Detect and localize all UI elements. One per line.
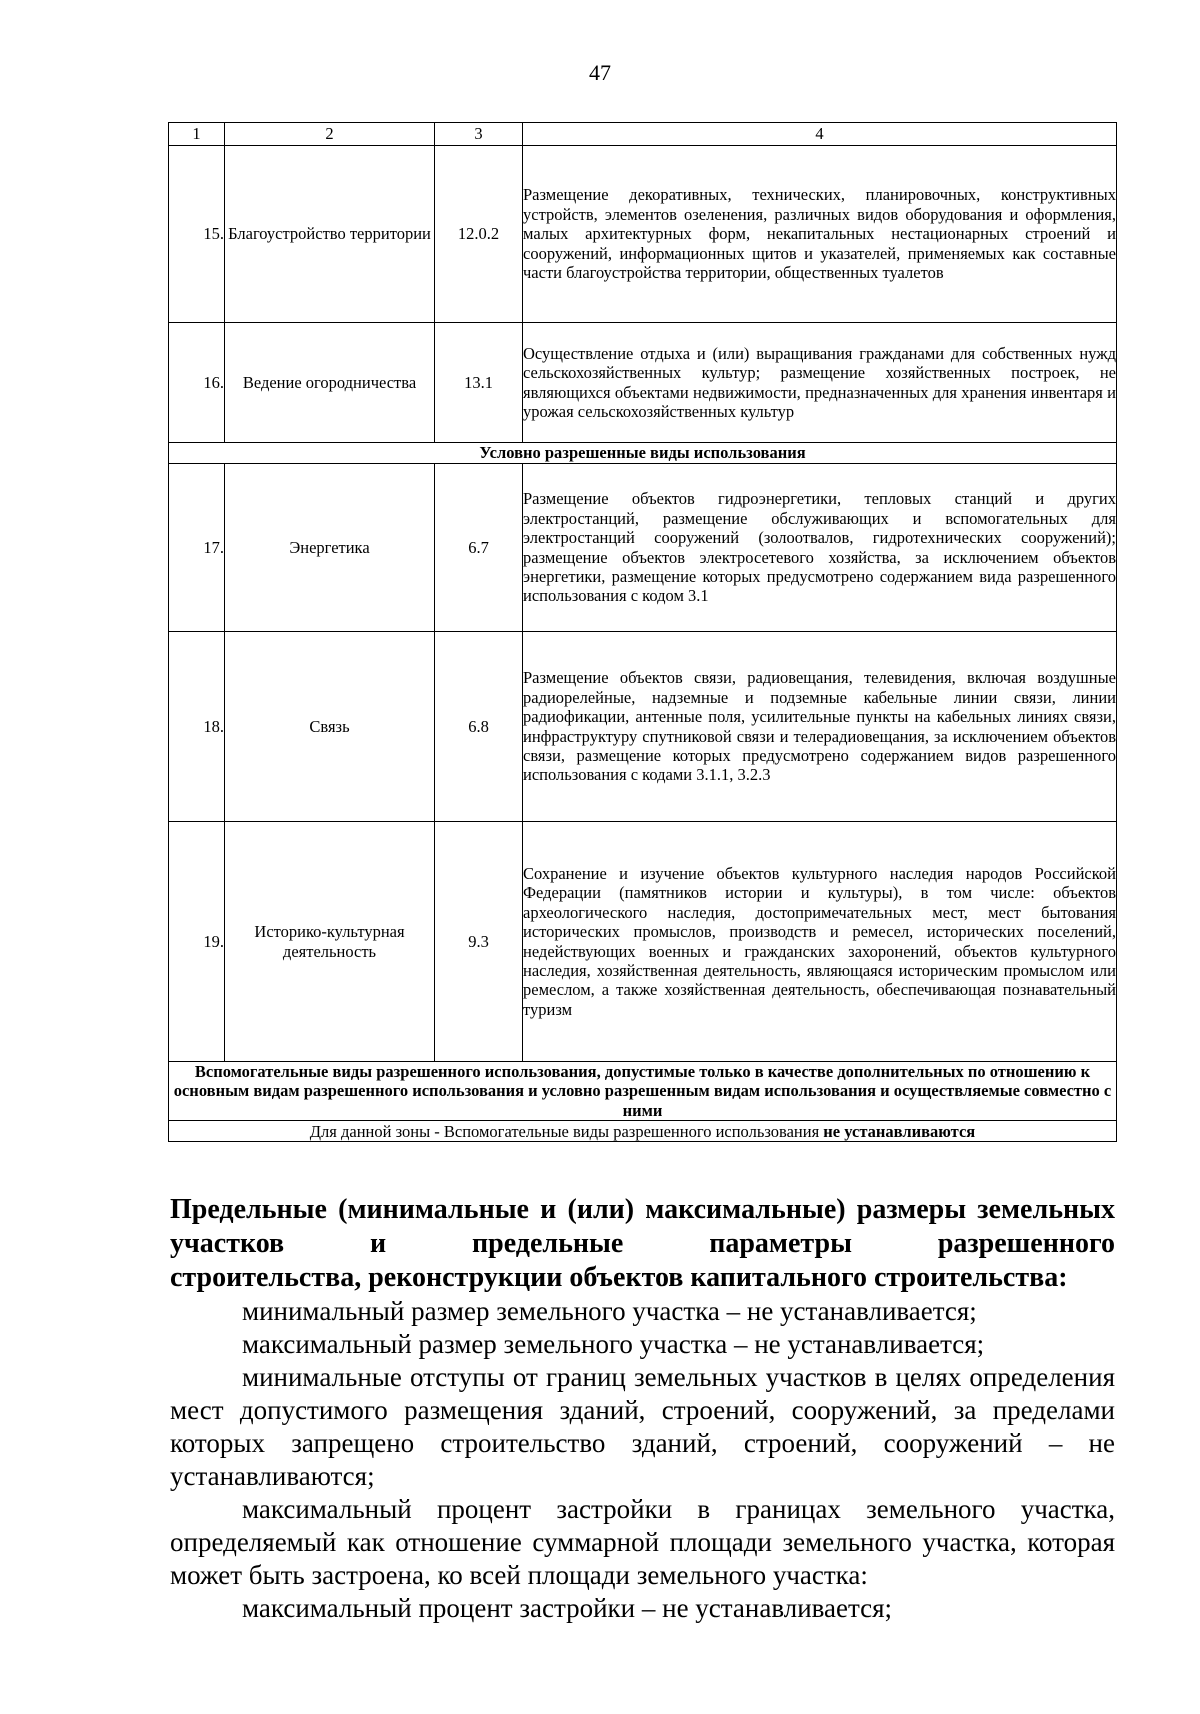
paragraph: максимальный процент застройки в границах земельного участка, определяемый как отношение суммарной площади земельного участка, которая может быть застроена, ко всей площади земельного участка: bbox=[170, 1494, 1115, 1590]
section-heading bbox=[170, 1193, 1115, 1295]
use-type-code: 6.7 bbox=[435, 464, 523, 632]
row-number: 19. bbox=[169, 822, 225, 1062]
row-number: 16. bbox=[169, 323, 225, 443]
use-type-name: Связь bbox=[225, 632, 435, 822]
column-header: 3 bbox=[435, 123, 523, 146]
use-type-description: Осуществление отдыха и (или) выращивания гражданами для собственных нужд сельскохозяйственных культур; размещение хозяйственных построек, не являющихся объектами недвижимости, предназначенных для хранения инвентаря и урожая сельскохозяйственных культур bbox=[523, 323, 1117, 443]
use-type-description: Размещение декоративных, технических, планировочных, конструктивных устройств, элементов озеленения, различных видов оборудования и оформления, малых архитектурных форм, некапитальных нестационарных строений и сооружений, информационных щитов и указателей, применяемых как составные части благоустройства территории, общественных туалетов bbox=[523, 146, 1117, 323]
use-type-name: Благоустройство территории bbox=[225, 146, 435, 323]
aux-note-text: Для данной зоны - Вспомогательные виды разрешенного использования bbox=[309, 1121, 824, 1141]
column-header: 1 bbox=[169, 123, 225, 146]
use-type-code: 9.3 bbox=[435, 822, 523, 1062]
use-type-code: 6.8 bbox=[435, 632, 523, 822]
use-type-name: Историко-культурная деятельность bbox=[225, 822, 435, 1062]
table-row bbox=[169, 632, 1117, 822]
use-type-description: Размещение объектов гидроэнергетики, тепловых станций и других электростанций, размещение обслуживающих и вспомогательных для электростанций сооружений (золоотвалов, гидротехнических сооружений); размещение объектов электросетевого хозяйства, за исключением объектов энергетики, размещение которых предусмотрено содержанием вида разрешенного использования с кодом 3.1 bbox=[523, 464, 1117, 632]
use-type-description: Сохранение и изучение объектов культурного наследия народов Российской Федерации (памятников истории и культуры), в том числе: объектов археологического наследия, достопримечательных мест, мест бытования исторических промыслов, производств и ремесел, исторических поселений, недействующих военных и гражданских захоронений, объектов культурного наследия, хозяйственная деятельность, являющаяся историческим промыслом или ремеслом, а также хозяйственная деятельность, обеспечивающая познавательный туризм bbox=[523, 822, 1117, 1062]
row-number: 18. bbox=[169, 632, 225, 822]
paragraph: минимальный размер земельного участка – не устанавливается; bbox=[242, 1296, 977, 1326]
row-number: 17. bbox=[169, 464, 225, 632]
table-row bbox=[169, 464, 1117, 632]
paragraph: максимальный процент застройки – не устанавливается; bbox=[242, 1593, 893, 1623]
aux-section-title: Вспомогательные виды разрешенного использования, допустимые только в качестве дополнительных по отношению к основным видам разрешенного использования и условно разрешенным видам использования и осуществляемые совместно с ними bbox=[169, 1062, 1117, 1121]
paragraph: максимальный размер земельного участка – не устанавливается; bbox=[242, 1329, 985, 1359]
page-number: 47 bbox=[589, 60, 611, 85]
table-header-row bbox=[169, 123, 1117, 146]
table-row bbox=[169, 323, 1117, 443]
aux-note bbox=[169, 1121, 1117, 1142]
column-header: 4 bbox=[523, 123, 1117, 146]
heading-line: Предельные (минимальные и (или) максимальные) размеры земельных участков и предельные параметры разрешенного bbox=[170, 1194, 1115, 1259]
use-type-code: 12.0.2 bbox=[435, 146, 523, 323]
land-use-table bbox=[168, 122, 1117, 1142]
use-type-code: 13.1 bbox=[435, 323, 523, 443]
aux-section-row bbox=[169, 1062, 1117, 1121]
table-row bbox=[169, 822, 1117, 1062]
aux-note-row bbox=[169, 1121, 1117, 1142]
table-row bbox=[169, 146, 1117, 323]
column-header: 2 bbox=[225, 123, 435, 146]
section-title: Условно разрешенные виды использования bbox=[169, 443, 1117, 464]
use-type-name: Ведение огородничества bbox=[225, 323, 435, 443]
use-type-description: Размещение объектов связи, радиовещания, телевидения, включая воздушные радиорелейные, надземные и подземные кабельные линии связи, линии радиофикации, антенные поля, усилительные пункты на кабельных линиях связи, инфраструктуру спутниковой связи и телерадиовещания, за исключением объектов связи, размещение которых предусмотрено содержанием видов разрешенного использования с кодами 3.1.1, 3.2.3 bbox=[523, 632, 1117, 822]
body-text bbox=[170, 1295, 1115, 1625]
paragraph: минимальные отступы от границ земельных участков в целях определения мест допустимого размещения зданий, строений, сооружений, за пределами которых запрещено строительство зданий, строений, сооружений – не устанавливаются; bbox=[170, 1362, 1115, 1491]
heading-line: строительства, реконструкции объектов капитального строительства: bbox=[170, 1262, 1068, 1293]
row-number: 15. bbox=[169, 146, 225, 323]
use-type-name: Энергетика bbox=[225, 464, 435, 632]
aux-note-emphasis: не устанавливаются bbox=[823, 1121, 976, 1141]
section-header-row bbox=[169, 443, 1117, 464]
